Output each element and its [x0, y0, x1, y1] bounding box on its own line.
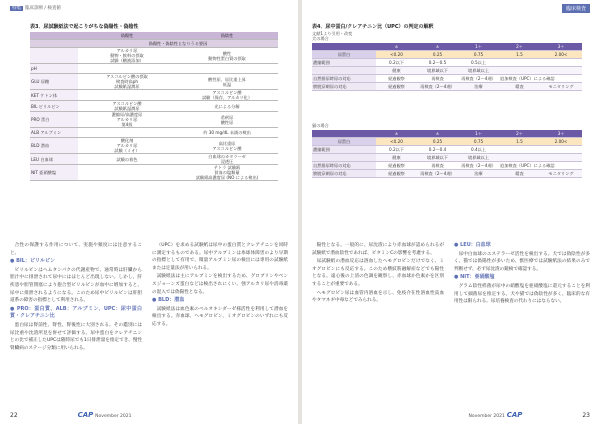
header-category: 特集: [12, 6, 21, 11]
table3-row: [30, 90, 278, 101]
table4-header-cell: 1＋: [458, 130, 499, 138]
right-text-column-2: [454, 242, 590, 400]
right-text-column-1: [312, 242, 444, 400]
table4-header-cell: ±: [417, 43, 458, 51]
table4-reference-cell: 尿蛋白: [312, 51, 376, 59]
table4-row: [312, 154, 582, 162]
table4-reference-cell: <0.20: [376, 51, 417, 59]
page-number: 22: [10, 412, 18, 419]
table3-header-neg: 偽陰性: [176, 32, 278, 40]
table4-cell: [540, 59, 582, 67]
table4-cell: 0.4以上: [458, 146, 499, 154]
table4-cell: 再検査（2〜4週）: [417, 170, 458, 178]
left-text-column-2: [152, 242, 288, 400]
table4-cell: 0.2以下: [376, 146, 417, 154]
table4-reference-row: [312, 51, 582, 59]
paragraph: 蛋白尿は腎前性、腎性、腎後性に大別される。その鑑別には尿比重や沈渣所見を併せて評価する。尿中蛋白をクレアチニンとの比で補正したUPCは随時尿でも1日排泄量を推定でき、慢性腎臓病のステージ分類に用いられる。: [10, 322, 142, 351]
table3-item: GLU 尿糖: [30, 74, 78, 90]
table4-reference-cell: 尿蛋白: [312, 138, 376, 146]
table4-cell: 再検査: [417, 162, 458, 170]
table3-false-negative: 光による分解: [176, 101, 278, 112]
table4-row-label: [312, 154, 376, 162]
table4-cell: 追加検査（UPC）による確認: [500, 163, 555, 168]
table3-false-negative: 白血球のカタラーゼ 浸透圧: [176, 154, 278, 165]
table4-row-label: 濃縮範囲: [312, 146, 376, 154]
table3-false-positive: 濃縮尿/高濃度尿 アルカリ尿 第4級: [78, 112, 176, 128]
table4-cell: 経過観察: [376, 83, 417, 91]
table4-header-cell: 3＋: [540, 43, 582, 51]
table4-dog-note: 犬の場合: [312, 36, 329, 41]
table3-false-negative: 酸性 動物性蛋白質の摂取: [176, 48, 278, 64]
table3-item: NIT 亜硝酸塩: [30, 165, 78, 181]
table4-cat: [312, 130, 582, 178]
table4-header-cell: [362, 130, 376, 138]
table4-cell: モニタリング: [540, 170, 582, 178]
paragraph: ビリルビンはヘムタンパクの代謝産物で、通常時は肝臓から胆汁中に排泄されて尿中にはほとんど出現しない。しかし、肝疾患や胆管閉塞により抱合型ビリルビンが血中に増加すると、尿中に排泄されるようになる。このため尿中ビリルビンは肝胆道系の障害の指標として利用される。: [10, 267, 142, 304]
page-number: 23: [582, 412, 590, 419]
table4-cell: 治療: [458, 83, 499, 91]
table4-row: [312, 75, 582, 83]
table3-false-positive: アスコルビン酸の摂取 検査時高ph 試験紙湿潤尿: [78, 74, 176, 90]
table4-reference-cell: 2.00<: [540, 51, 582, 59]
table4-header-cell: 3＋: [540, 130, 582, 138]
table4-cell: [499, 67, 540, 75]
table4-cell: 精査: [499, 83, 540, 91]
table4-cell: [540, 154, 582, 162]
table4-caption: 表4．尿中蛋白/クレアチニン比（UPC）の判定の解釈: [312, 24, 434, 30]
table3-false-negative: 酸性尿、尿比重上昇 低温: [176, 74, 278, 90]
table3: [30, 32, 278, 181]
table4-dog: [312, 43, 582, 91]
section-heading-bil: ● BIL：ビリルビン: [10, 258, 55, 265]
right-page: [302, 0, 600, 424]
table3-false-negative: 高比重尿 アスコルビン酸: [176, 138, 278, 154]
table3-caption: 表3．尿試験紙法で起こりがちな偽陽性・偽陰性: [30, 24, 139, 30]
table4-row: [312, 83, 582, 91]
table4-row-label: 自然排尿時尿の対応: [312, 162, 376, 170]
table3-cause-blank: [30, 40, 78, 48]
table3-row: [30, 48, 278, 64]
table3-false-negative: アスコルビン酸 試験（保存、アルカリ化）: [176, 90, 278, 101]
table4-reference-cell: 1.5: [499, 51, 540, 59]
table4-cell: 再検査（2〜4週）: [458, 162, 499, 170]
table3-false-positive: 酸化剤 アルカリ尿 試験（ミオ）: [78, 138, 176, 154]
table3-false-negative: テトラ 試験紙 貧血の塩類量 試験紙高濃度尿 (NO による検出): [176, 165, 278, 181]
table4-cell: 境界域以上: [458, 154, 499, 162]
table3-false-positive: [78, 128, 176, 138]
table4-row-label: 自然排尿時尿の対応: [312, 75, 376, 83]
table4-header-cell: [312, 43, 362, 51]
table4-row: [312, 170, 582, 178]
table3-row: [30, 165, 278, 181]
brand-logo: CAP: [506, 411, 523, 419]
table4-cell: 治療: [458, 170, 499, 178]
table3-false-negative: 希釈尿 酸性尿: [176, 112, 278, 128]
table3-corner: [30, 32, 78, 40]
paragraph: 尿中白血球のエステラーゼ活性を検出する。犬では偽陰性が多く、猫では偽陽性が多いため、獣医療では試験紙法の結果のみで判断せず、必ず尿沈渣の鏡検で確認する。: [454, 251, 590, 272]
table4-reference-cell: 1.5: [499, 138, 540, 146]
table4-cell: 経過観察: [376, 162, 417, 170]
table3-item: ALB アルブミン: [30, 128, 78, 138]
table4-row-label: [312, 67, 376, 75]
table4-cell: 境界域以下: [417, 67, 458, 75]
table4-cell: 0.2以下: [376, 59, 417, 67]
left-text-column-1: [10, 242, 142, 400]
page-header: [10, 5, 61, 11]
table3-false-negative: 約 30 mg/dL 未満の検出: [176, 128, 278, 138]
table3-cause-header: 偽陽性・偽陰性となりうる要因: [78, 40, 278, 48]
table4-row: [312, 67, 582, 75]
table4-row: [312, 146, 582, 154]
header-title: 臨床診断 / 検査値: [25, 6, 61, 11]
table4-header-cell: ±: [376, 43, 417, 51]
paragraph: グラム陰性桿菌が尿中の硝酸塩を亜硝酸塩に還元することを利用して細菌尿を推定する。犬や猫では偽陰性が多く、臨床的な有用性は限られる。尿培養検査の代わりにはならない。: [454, 283, 590, 305]
table4-header-cell: 2＋: [499, 130, 540, 138]
paragraph: ヘモグロビン尿は血管内溶血を示し、免疫介在性溶血性貧血やタマネギ中毒などでみられる。: [312, 290, 444, 304]
right-footer: [469, 411, 590, 419]
issue-date: November 2021: [95, 414, 132, 419]
table3-row: [30, 64, 278, 74]
page-section-tag: 臨床検査: [562, 4, 590, 13]
table4-cell: 健康: [376, 67, 417, 75]
table4-cat-label: 猫の場合: [312, 123, 329, 128]
table3-item: pH: [30, 64, 78, 74]
table3-false-positive: アスコルビン酸 試験紙湿潤尿: [78, 101, 176, 112]
paragraph: 合性の保護する作用について、実施や頻度には注意すること。: [10, 243, 142, 256]
issue-date: November 2021: [468, 414, 505, 419]
table4-row-label: 濃縮範囲: [312, 59, 376, 67]
table3-item: PRO 蛋白: [30, 112, 78, 128]
table4-reference-cell: 0.25: [417, 138, 458, 146]
table4-reference-cell: 0.25: [417, 51, 458, 59]
left-page: [0, 0, 298, 424]
table4-reference-cell: 2.00<: [540, 138, 582, 146]
table4-cell: モニタリング: [540, 83, 582, 91]
paragraph: 試験紙法は血色素のペルオキシダーゼ様活性を利用して潜血を検出する。赤血球、ヘモグロビン、ミオグロビンのいずれにも反応する。: [152, 306, 288, 327]
table4-cell: 精査: [499, 170, 540, 178]
table4-cell: 健康: [376, 154, 417, 162]
table4-header-cell: [362, 43, 376, 51]
table4-row: [312, 59, 582, 67]
table4-row-label: 膀胱穿刺尿の対応: [312, 170, 376, 178]
left-footer: [10, 411, 131, 419]
table4-reference-cell: 0.75: [458, 138, 499, 146]
table3-item: LEU 白血球: [30, 154, 78, 165]
table3-row: [30, 138, 278, 154]
table3-row: [30, 154, 278, 165]
table3-row: [30, 112, 278, 128]
table3-item: KET ケトン体: [30, 90, 78, 101]
table4-cell: 0.2〜0.4: [417, 146, 458, 154]
table3-false-positive: [78, 90, 176, 101]
table4-header-row: [312, 130, 582, 138]
paragraph: 試験紙法は主にアルブミンを検出するため、グロブリンやベンスジョーンズ蛋白などは検出されにくい。強アルカリ尿や消毒薬の混入では偽陽性となる。: [152, 274, 288, 295]
table4-cell: 経過観察: [376, 75, 417, 83]
table3-false-positive: アルカリ尿 動物・飲料の摂取 試験（糖液添加）: [78, 48, 176, 64]
table4-header-cell: [312, 130, 362, 138]
paragraph: 尿試験紙の潜血反応は溶血したヘモグロビンだけでなく、ミオグロビンにも反応する。このため横紋筋融解症などでも陽性となる。遠心後の上清の色調を観察し、赤血球か色素かを区別することが重要である。: [312, 259, 444, 287]
table4-header-cell: ±: [376, 130, 417, 138]
table3-false-positive: [78, 165, 176, 181]
table4-cell: 0.2〜0.5: [417, 59, 458, 67]
table4-cell: [540, 146, 582, 154]
table4-row: [312, 162, 582, 170]
table3-false-positive: 試験の着色: [78, 154, 176, 165]
table4-header-row: [312, 43, 582, 51]
table4-row-label: 膀胱穿刺尿の対応: [312, 83, 376, 91]
table4-cell: 再検査: [417, 75, 458, 83]
table4-reference-cell: 0.75: [458, 51, 499, 59]
table4-cell: 再検査（2〜4週）: [417, 83, 458, 91]
table3-row: [30, 128, 278, 138]
section-heading-nit: ● NIT：亜硝酸塩: [454, 274, 495, 281]
table3-false-negative: [176, 64, 278, 74]
table4-cell: 再検査（2〜4週）: [458, 75, 499, 83]
table4-cell: 境界域以下: [417, 154, 458, 162]
table4-cell: [499, 146, 540, 154]
table3-item: BLD 潜血: [30, 138, 78, 154]
table3-false-positive: [78, 64, 176, 74]
table3-item: BIL ビリルビン: [30, 101, 78, 112]
table3-header-pos: 偽陽性: [78, 32, 176, 40]
table4-cell: [499, 154, 540, 162]
table3-row: [30, 101, 278, 112]
section-heading-leu: ● LEU：白血球: [454, 242, 491, 248]
table3-item: [30, 48, 78, 64]
table4-cell: [499, 59, 540, 67]
table4-cell: 経過観察: [376, 170, 417, 178]
table4-cell: 0.5以上: [458, 59, 499, 67]
table4-header-cell: 2＋: [499, 43, 540, 51]
section-heading-pro: ● PRO：蛋白質、ALB：アルブミン、UPC：尿中蛋白質・クレアチニン比: [10, 305, 142, 320]
table4-cell: 追加検査（UPC）による確認: [500, 76, 555, 81]
table4-cell: 境界域以上: [458, 67, 499, 75]
table4-header-cell: 1＋: [458, 43, 499, 51]
table4-cell: [540, 67, 582, 75]
paragraph: （UPC）を求める試験紙は尿中の蛋白質とクレアチニンを同時に測定するものである。尿中アルブミンは糸球体障害のより早期の指標として有用で、微量アルブミン尿の検出には専用の試験紙または定量法が用いられる。: [152, 243, 288, 271]
table4-source-note: 文献1より引用・改変: [312, 31, 353, 36]
table4-reference-cell: <0.20: [376, 138, 417, 146]
table4-reference-row: [312, 138, 582, 146]
table3-row: [30, 74, 278, 90]
table4-header-cell: ±: [417, 130, 458, 138]
brand-logo: CAP: [77, 411, 94, 419]
paragraph: 陽性となる。一般的に、尿沈渣により赤血球が認められるが試験紙で潜血陰性であれば、ビタミンCの影響を考慮する。: [312, 243, 444, 256]
section-heading-bld: ● BLD：潜血: [152, 297, 185, 304]
